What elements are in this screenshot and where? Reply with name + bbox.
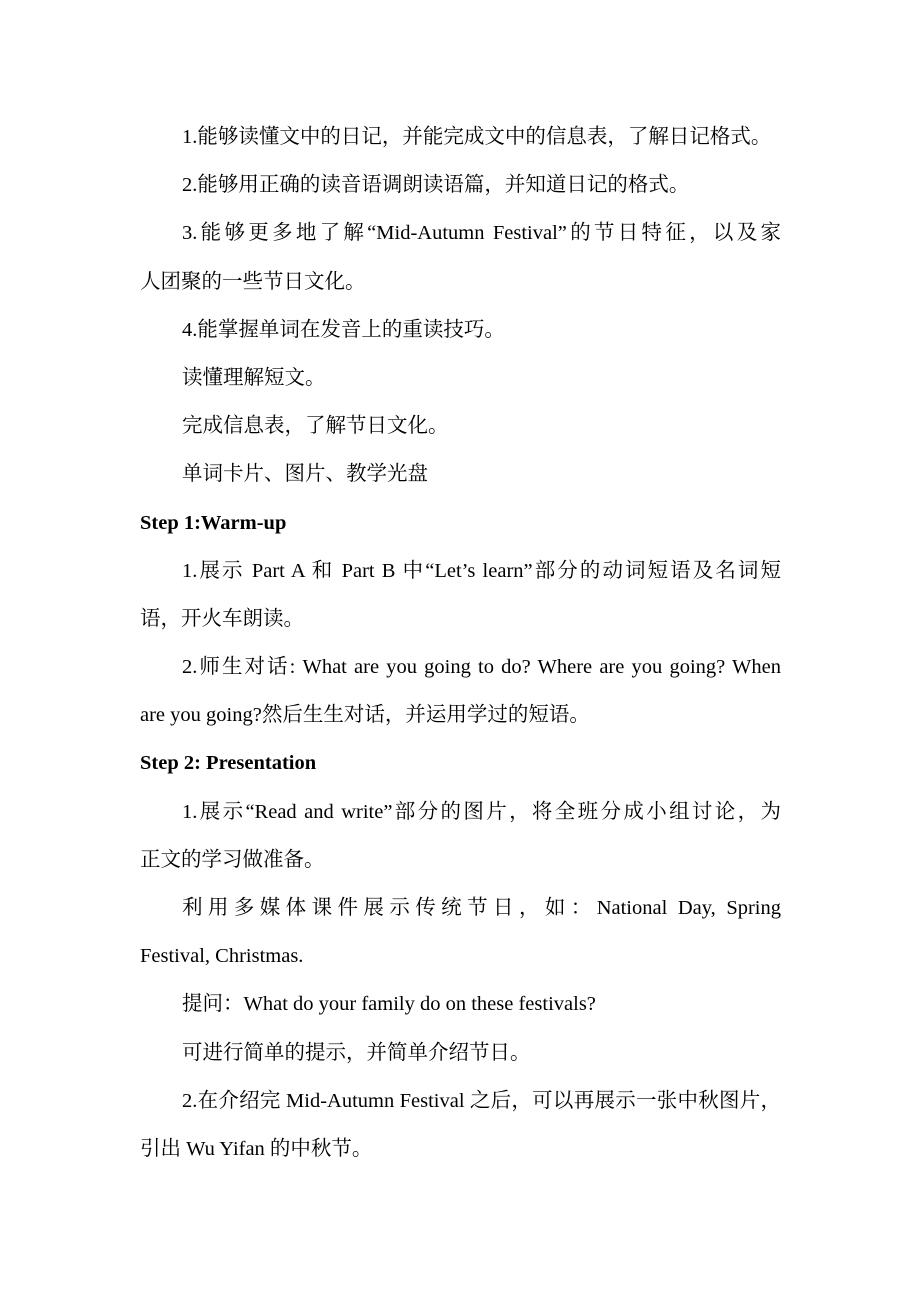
paragraph-line: 正文的学习做准备。 (140, 848, 325, 871)
paragraph-line: 人团聚的一些节日文化。 (140, 270, 366, 293)
paragraph-line: Festival, Christmas. (140, 945, 304, 968)
step2-paragraph-3 (140, 980, 781, 1028)
paragraph-line: 1.能够读懂文中的日记，并能完成文中的信息表，了解日记格式。 (182, 126, 772, 148)
objective-3 (140, 209, 781, 305)
paragraph-line: 语，开火车朗读。 (140, 607, 304, 630)
paragraph-line: 4.能掌握单词在发音上的重读技巧。 (182, 318, 505, 341)
objective-4 (140, 306, 781, 354)
step1-paragraph-1 (140, 547, 781, 643)
difficult-point: 完成信息表，了解节日文化。 (182, 415, 449, 438)
paragraph-line: 2.在介绍完 Mid-Autumn Festival 之后，可以再展示一张中秋图片， (182, 1089, 781, 1112)
teaching-materials: 单词卡片、图片、教学光盘 (182, 463, 428, 486)
paragraph-line: are you going?然后生生对话，并运用学过的短语。 (140, 704, 590, 727)
paragraph-line: 1.展示 Part A 和 Part B 中“Let’s learn”部分的动词短语及名词短 (182, 559, 781, 582)
paragraph-line: 提问：What do your family do on these festivals? (182, 993, 596, 1016)
paragraph-line: 引出 Wu Yifan 的中秋节。 (140, 1137, 373, 1160)
step2-heading: Step 2: Presentation (140, 752, 317, 775)
step2-paragraph-4 (140, 1029, 781, 1077)
key-point: 读懂理解短文。 (182, 366, 326, 389)
objective-2 (140, 161, 781, 209)
step1-paragraph-2 (140, 643, 781, 739)
step2-paragraph-1 (140, 788, 781, 884)
paragraph-line: 3.能够更多地了解“Mid-Autumn Festival”的节日特征，以及家 (182, 222, 781, 245)
paragraph-line: 2.能够用正确的读音语调朗读语篇，并知道日记的格式。 (182, 174, 690, 197)
objective-1 (140, 113, 781, 161)
paragraph-line: 1.展示“Read and write”部分的图片，将全班分成小组讨论，为 (182, 800, 781, 823)
step1-heading: Step 1:Warm-up (140, 511, 287, 534)
paragraph-line: 2.师生对话: What are you going to do? Where are you going? When (182, 656, 781, 679)
document-page (140, 113, 781, 1173)
paragraph-line: 利用多媒体课件展示传统节日，如：National Day, Spring (182, 897, 781, 919)
paragraph-line: 可进行简单的提示，并简单介绍节日。 (182, 1041, 531, 1064)
step2-paragraph-2 (140, 884, 781, 980)
step2-paragraph-5 (140, 1077, 781, 1173)
